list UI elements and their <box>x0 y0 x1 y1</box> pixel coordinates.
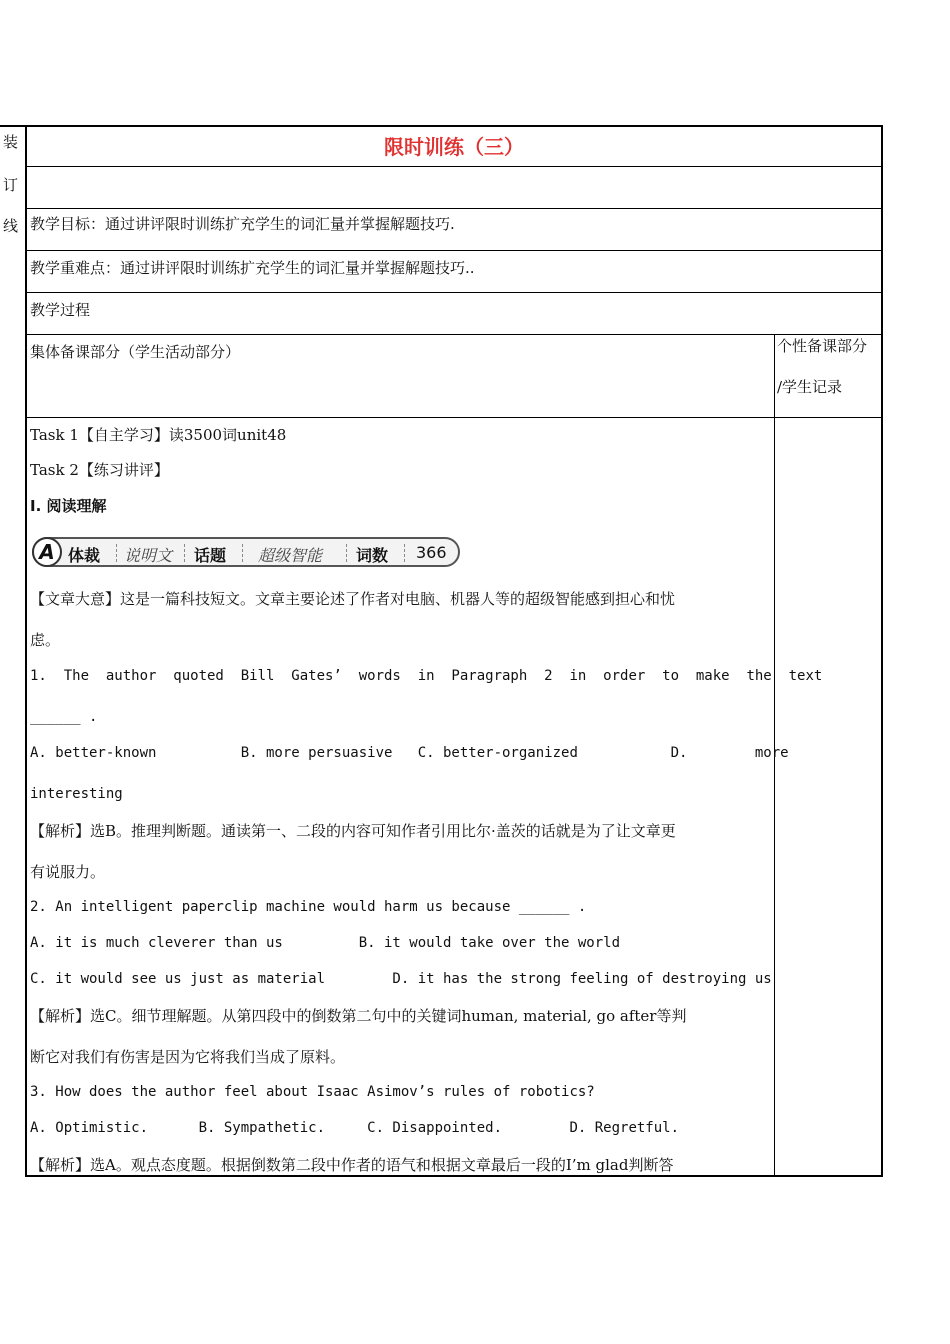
summary-line: 虑。 <box>30 631 61 649</box>
section-heading: Ⅰ. 阅读理解 <box>30 497 107 515</box>
difficulty-row <box>27 251 881 293</box>
genre-label: 体裁 <box>68 546 101 565</box>
answer-1-explanation: 【解析】选B。推理判断题。通读第一、二段的内容可知作者引用比尔·盖茨的话就是为了让文章更 <box>30 822 676 840</box>
genre-value: 说明文 <box>124 546 173 565</box>
right-column-header-line1: 个性备课部分 <box>777 337 868 355</box>
divider <box>116 544 117 562</box>
divider <box>404 544 405 562</box>
question-1-options: A. better-known B. more persuasive C. better-organized D. more <box>30 745 789 761</box>
question-3-stem: 3. How does the author feel about Isaac Asimov’s rules of robotics? <box>30 1084 595 1100</box>
answer-3-explanation: 【解析】选A。观点态度题。根据倒数第二段中作者的语气和根据文章最后一段的I’m glad判断答 <box>30 1156 674 1174</box>
right-column-header-line2: /学生记录 <box>777 378 843 396</box>
question-2-options: C. it would see us just as material D. it has the strong feeling of destroying us <box>30 971 772 987</box>
left-column-header: 集体备课部分（学生活动部分） <box>30 343 241 361</box>
objective-text: 教学目标：通过讲评限时训练扩充学生的词汇量并掌握解题技巧. <box>30 215 455 233</box>
binding-char: 装 <box>3 133 19 151</box>
task-2: Task 2【练习讲评】 <box>30 461 169 479</box>
title-row <box>27 127 881 167</box>
task-1: Task 1【自主学习】读3500词unit48 <box>30 426 287 444</box>
divider <box>346 544 347 562</box>
word-count-value: 366 <box>416 543 447 562</box>
answer-1-explanation: 有说服力。 <box>30 863 106 881</box>
blank-row <box>27 167 881 209</box>
column-header-row <box>27 335 881 418</box>
question-1-options: interesting <box>30 786 123 802</box>
difficulty-text: 教学重难点：通过讲评限时训练扩充学生的词汇量并掌握解题技巧.. <box>30 259 475 277</box>
question-1-blank: ______ . <box>30 709 98 725</box>
divider <box>184 544 185 562</box>
lesson-table <box>25 125 883 1177</box>
question-2-stem: 2. An intelligent paperclip machine would harm us because ______ . <box>30 899 587 915</box>
process-text: 教学过程 <box>30 301 91 319</box>
binding-margin <box>0 125 25 1177</box>
answer-2-explanation: 断它对我们有伤害是因为它将我们当成了原料。 <box>30 1048 346 1066</box>
summary-line: 【文章大意】这是一篇科技短文。文章主要论述了作者对电脑、机器人等的超级智能感到担心和忧 <box>30 590 676 608</box>
question-2-options: A. it is much cleverer than us B. it would take over the world <box>30 935 621 951</box>
objective-row <box>27 209 881 251</box>
binding-char: 线 <box>3 217 19 235</box>
process-row <box>27 293 881 335</box>
word-count-label: 词数 <box>356 546 389 565</box>
topic-value: 超级智能 <box>258 546 323 565</box>
binding-char: 订 <box>3 176 19 194</box>
page-title: 限时训练（三） <box>384 135 524 159</box>
topic-label: 话题 <box>194 546 227 565</box>
question-1-stem: 1. The author quoted Bill Gates’ words in Paragraph 2 in order to make the text <box>30 668 823 684</box>
question-3-options: A. Optimistic. B. Sympathetic. C. Disappointed. D. Regretful. <box>30 1120 680 1136</box>
divider <box>242 544 243 562</box>
answer-2-explanation: 【解析】选C。细节理解题。从第四段中的倒数第二句中的关键词human, material, go after等判 <box>30 1007 687 1025</box>
passage-letter-badge: A <box>32 537 62 567</box>
passage-info-tag <box>32 537 460 567</box>
